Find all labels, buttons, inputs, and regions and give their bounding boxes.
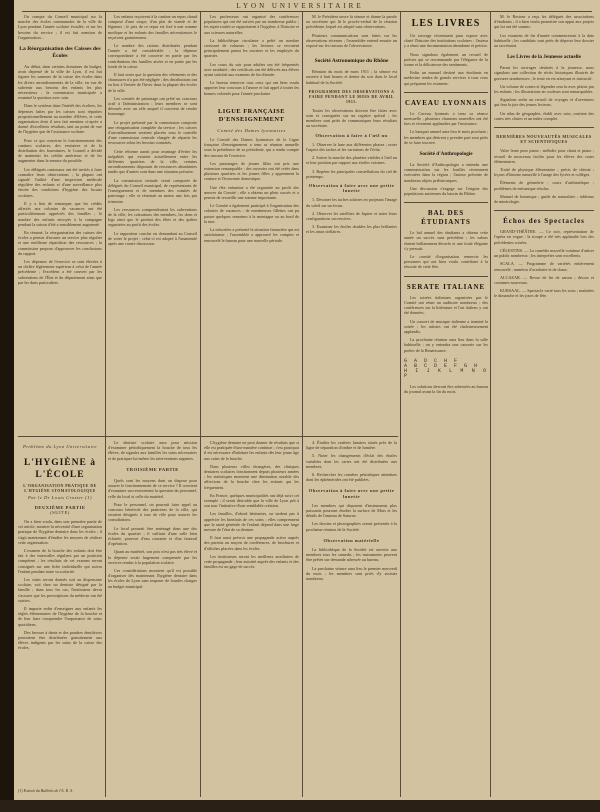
- column-rule: [200, 12, 201, 797]
- column-4-top: M. le Président ouvre la séance et donne la parole au secrétaire qui lit le procès-verbal de la réunion précédente, lequel est adopté sans observations. Plusieurs communications sont faites sur les observations récentes ; l'assemblée entend ensuite un exposé sur les travaux de l'observatoire. Société Astronomique du Rhône Réunion du mois de mars 1911 ; la séance est ouverte à huit heures et demie du soir dans le local habituel de la Société. PROGRAMME DES OBSERVATIONS A FAIRE PENDANT LE MOIS DE AVRIL 1911. Toutes les observations doivent être faites avec soin et consignées sur un registre spécial ; les membres sont priés de communiquer leurs résultats au secrétaire. Observation à faire à l'œil nu 1. Observer la lune aux différentes phases ; noter l'aspect des taches et les variations de l'éclat. 2. Suivre la marche des planètes visibles à l'œil nu et leur position par rapport aux étoiles voisines. 3. Repérer les principales constellations du ciel de printemps. Observation à faire avec une petite lunette 1. Dessiner les taches solaires en projetant l'image du soleil sur un écran. 2. Observer les satellites de Jupiter et noter leurs configurations successives. 3. Examiner les étoiles doubles les plus brillantes et les amas stellaires.: [306, 14, 397, 235]
- page-binding-edge: [0, 0, 14, 812]
- article-part: DEUXIÈME PARTIE: [34, 504, 86, 510]
- column-rule: [490, 12, 491, 797]
- column-rule: [302, 12, 303, 797]
- section-divider: [18, 436, 398, 437]
- article-kicker: Problème du Lyon Universitaire: [22, 444, 98, 449]
- section-title: DERNIÈRES NOUVEAUTÉS MUSICALES ET SCIENTIFIQUES: [496, 134, 592, 145]
- section-title: LES LIVRES: [411, 18, 481, 29]
- column-5: LES LIVRES Un ouvrage récemment paru expose avec clarté l'histoire des institutions scolaires ; l'auteur y a réuni une documentation abondante et précise. Nous signalons également un recueil de poésies qui se recommande par l'élégance de la forme et la délicatesse des sentiments. Enfin un manuel destiné aux étudiants en médecine rendra de grands services à tous ceux qui préparent les examens. CAVEAU LYONNAIS Le Caveau lyonnais a tenu sa séance mensuelle ; plusieurs chansons nouvelles ont été lues et vivement applaudies par l'assistance. Le banquet annuel aura lieu le mois prochain ; les membres qui désirent y prendre part sont priés de se faire inscrire. Société d'Anthropologie La Société d'Anthropologie a entendu une communication sur les fouilles récemment exécutées dans la région ; l'auteur présente de nombreux objets préhistoriques. Une discussion s'engage sur l'origine des populations anciennes du bassin du Rhône. BAL DES ÉTUDIANTS Le bal annuel des étudiants a obtenu cette année un succès sans précédent ; les salons étaient brillamment décorés et une foule élégante s'y pressait. Le comité d'organisation remercie les personnes qui ont bien voulu contribuer à la réussite de cette fête. SERATE ITALIANE Les soirées italiennes organisées par le Comité ont réuni un auditoire nombreux ; des conférences sur la littérature et l'art italiens y ont été données. Un concert de musique italienne a terminé la soirée ; les artistes ont été chaleureusement applaudis. La prochaine réunion aura lieu dans la salle habituelle ; on y entendra une causerie sur les poètes de la Renaissance. G A D C H F A B C D E F G H H I J K L M N O P Les solutions devront être adressées au bureau du journal avant la fin du mois.: [404, 18, 488, 394]
- running-head: LYON UNIVERSITAIRE: [236, 2, 364, 10]
- column-6: M. le Recteur a reçu les délégués des associations d'étudiants ; il a bien voulu promettre son appui aux projets qui lui ont été soumis. Les examens de fin d'année commenceront à la date habituelle ; les candidats sont priés de déposer leur dossier au secrétariat. Les Livres de la Jeunesse actuelle Parmi les ouvrages destinés à la jeunesse, nous signalons une collection de récits historiques illustrés de gravures nombreuses ; le texte en est attrayant et instructif. Un volume de contes et légendes sera lu avec plaisir par les enfants ; les illustrations en couleurs sont remarquables. Signalons enfin un recueil de voyages et d'aventures qui fera la joie des jeunes lecteurs. Un atlas de géographie, établi avec soin, contient des cartes très claires et un index complet. DERNIÈRES NOUVEAUTÉS MUSICALES ET SCIENTIFIQUES Valse lente pour piano ; mélodie pour chant et piano ; recueil de morceaux faciles pour les élèves des cours élémentaires. Traité de physique élémentaire ; précis de chimie ; leçons d'histoire naturelle à l'usage des lycées et collèges. Éléments de géométrie ; cours d'arithmétique ; problèmes de mécanique résolus. Manuel de botanique ; guide du naturaliste ; tableaux de minéralogie. Échos des Spectacles GRAND-THÉÂTRE. — Ce soir, représentation de l'opéra en vogue ; la troupe a été très applaudie lors des précédentes soirées. CÉLESTINS. — La comédie nouvelle continue d'attirer un public nombreux ; les interprètes sont excellents. SCALA. — Programme de variétés entièrement renouvelé ; numéros d'acrobatie et de chant. ALCAZAR. — Revue de fin de saison ; décors et costumes nouveaux. KURSAAL. — Spectacle varié tous les soirs ; matinées le dimanche et les jours de fête.: [494, 14, 594, 299]
- program-heading: PROGRAMME DES OBSERVATIONS A FAIRE PENDANT LE MOIS DE AVRIL 1911.: [308, 88, 395, 104]
- article-suite: (SUITE): [50, 509, 70, 515]
- section-divider: [404, 202, 488, 203]
- column-3-top: Les professeurs ont organisé des conférences populaires qui ont été suivies par un nombreux public ; les sujets traités se rapportaient à l'hygiène, à l'histoire et aux sciences naturelles. La bibliothèque circulante a prêté un nombre croissant de volumes ; les lecteurs se recrutent principalement parmi les ouvriers et les employés du quartier. Les cours du soir pour adultes ont été fréquentés avec assiduité ; des certificats ont été délivrés aux élèves ayant satisfait aux examens de fin d'année. Le bureau remercie tous ceux qui ont bien voulu apporter leur concours à l'œuvre et fait appel à toutes les bonnes volontés pour l'année prochaine. LIGUE FRANÇAISE D'ENSEIGNEMENT Comité des Dames lyonnaises Le Comité des Dames lyonnaises de la Ligue française d'enseignement a tenu sa réunion annuelle sous la présidence de sa présidente, qui a rendu compte des travaux de l'exercice. Les patronages de jeunes filles ont pris une extension remarquable ; des ouvroirs ont été créés dans plusieurs quartiers et les jeunes filles y apprennent la couture et l'économie domestique. Une fête enfantine a été organisée au profit des œuvres du Comité ; elle a obtenu un plein succès et a permis de recueillir une somme importante. Le Comité a également participé à l'organisation des colonies de vacances ; de nombreuses fillettes ont pu passer quelques semaines à la montagne ou au bord de la mer. La trésorière a présenté la situation financière qui est satisfaisante ; l'assemblée a approuvé les comptes et renouvelé le bureau pour une nouvelle période.: [204, 14, 299, 243]
- section-title: Société d'Anthropologie: [419, 151, 473, 158]
- article-heading: Société Astronomique du Rhône: [314, 58, 389, 65]
- article-subheading: Comité des Dames lyonnaises: [217, 127, 286, 133]
- section-title: CAVEAU LYONNAIS: [404, 98, 488, 107]
- article-title: L'HYGIÈNE à L'ÉCOLE: [24, 458, 96, 481]
- footnote: (1) Extrait du Bulletin de l'A. R. S.: [18, 787, 74, 793]
- article-heading: LIGUE FRANÇAISE D'ENSEIGNEMENT: [218, 107, 285, 123]
- column-4-bottom: 4. Étudier les cratères lunaires situés près de la ligne de séparation d'ombre et de lumière. 5. Noter les changements d'éclat des étoiles variables dont les cartes ont été distribuées aux membres. 6. Rechercher les comètes périodiques attendues dont les éphémérides ont été publiées. Observation à faire avec une petite lunette Les membres qui disposent d'instruments plus puissants pourront étudier la surface de Mars et les détails de l'anneau de Saturne. Les dessins et photographies seront présentés à la prochaine réunion de la Société. Observation matérielle La bibliothèque de la Société est ouverte aux membres tous les samedis ; les instruments peuvent être prêtés sur demande adressée au bureau. La prochaine séance aura lieu le premier mercredi du mois ; les membres sont priés d'y assister nombreux.: [306, 440, 397, 582]
- section-title: SERATE ITALIANE: [406, 282, 486, 291]
- top-rule: [22, 11, 592, 12]
- section-heading: TROISIÈME PARTIE: [126, 466, 179, 472]
- column-3-bottom: L'hygiène dentaire ne peut donner de résultats que si elle est pratiquée d'une manière continue ; c'est pourquoi il est nécessaire d'habituer les enfants dès leur jeune âge aux soins de la bouche. Dans plusieurs villes étrangères, des cliniques dentaires scolaires fonctionnent depuis plusieurs années ; les statistiques montrent une diminution notable des affections de la bouche chez les enfants qui les fréquentent. En France, quelques municipalités ont déjà suivi cet exemple ; il serait désirable que la ville de Lyon prît à son tour l'initiative d'une semblable création. Les familles, d'abord hésitantes, ne tardent pas à apprécier les bienfaits de ces soins ; elles comprennent que la santé générale de l'enfant dépend dans une large mesure de l'état de sa denture. Il faut aussi prévoir une propagande active auprès des parents au moyen de conférences, de brochures et d'affiches placées dans les écoles. Les instituteurs seront les meilleurs auxiliaires de cette propagande ; leur autorité auprès des enfants et des familles est un gage de succès.: [204, 440, 299, 570]
- section-title: BAL DES ÉTUDIANTS: [421, 209, 471, 227]
- article-heading: La Réorganisation des Caisses des Écoles: [19, 46, 101, 60]
- section-divider: [404, 92, 488, 93]
- section-title: Les Livres de la Jeunesse actuelle: [507, 54, 581, 61]
- article-byline: Par le Dr Louis Crozier (1): [28, 495, 92, 501]
- section-title: Échos des Spectacles: [503, 217, 585, 226]
- puzzle-line: A B C D E F G H: [404, 362, 480, 369]
- page-bottom-edge: [0, 800, 600, 812]
- puzzle-line: H I J K L M N O P: [404, 368, 488, 380]
- column-rule: [400, 12, 401, 797]
- column-2-bottom: Le dentiste scolaire aura pour mission d'examiner périodiquement la bouche de tous les élèves, de signaler aux familles les soins nécessaires et de pratiquer lui-même les interventions urgentes. TROISIÈME PARTIE Quels sont les moyens dont on dispose pour assurer le fonctionnement de ce service ? Il convient d'examiner successivement la question du personnel, celle du local et celle du matériel. Pour le personnel, on pourrait faire appel au concours bénévole des praticiens de la ville, qui seraient désignés à tour de rôle pour assurer les consultations. Le local pourrait être aménagé dans une des écoles du quartier ; il suffirait d'une salle bien éclairée, pourvue d'eau courante et d'un fauteuil d'opération. Quant au matériel, son prix n'est pas très élevé et la dépense serait largement compensée par les services rendus à la population scolaire. Ces considérations montrent qu'il est possible d'organiser dès maintenant l'hygiène dentaire dans les écoles de Lyon sans imposer de lourdes charges au budget municipal.: [108, 440, 197, 589]
- observation-heading: Observation à faire à l'œil nu: [315, 132, 388, 138]
- column-1-bottom: Problème du Lyon Universitaire L'HYGIÈNE à L'ÉCOLE L'ORGANISATION PRATIQUE DE L'HYGIÈNE STOMATOLOGIQUE Par le Dr Louis Crozier (1) DEUXIÈME PARTIE (SUITE) On a bien voulu, dans une première partie de cet article, montrer la nécessité d'une organisation pratique de l'hygiène dentaire dans les écoles ; il s'agit maintenant d'étudier les moyens de réaliser cette organisation. L'examen de la bouche des enfants doit être fait à des intervalles réguliers par un praticien compétent ; les résultats de cet examen seront consignés sur une fiche individuelle qui suivra l'enfant pendant toute sa scolarité. Les soins seront donnés soit au dispensaire scolaire, soit chez un dentiste désigné par la famille ; dans tous les cas, l'instituteur devra s'assurer que les prescriptions du médecin ont été suivies. Il importe enfin d'enseigner aux enfants les règles élémentaires de l'hygiène de la bouche et de leur faire comprendre l'importance de soins quotidiens. Des brosses à dents et des poudres dentifrices pourraient être distribuées gratuitement aux élèves indigents par les soins de la caisse des écoles. (1) Extrait du Bulletin de l'A. R. S.: [18, 444, 102, 793]
- article-subtitle: L'ORGANISATION PRATIQUE DE L'HYGIÈNE STOMATOLOGIQUE: [23, 484, 97, 493]
- section-divider: [404, 276, 488, 277]
- section-divider: [494, 210, 594, 211]
- column-rule: [105, 12, 106, 797]
- column-2-top: Les enfants reçoivent à la cantine un repas chaud composé d'une soupe, d'un plat de viande et de légumes ; le prix de ce repas est fixé à une somme modique et les enfants des familles nécessiteuses le reçoivent gratuitement. Le nombre des rations distribuées pendant l'année a été considérable ; la dépense correspondante a été couverte en partie par les contributions des familles aisées et en partie par les fonds de la caisse. Il faut noter que la question des vêtements et des chaussures n'a pas été négligée ; des distributions ont eu lieu à l'entrée de l'hiver dans la plupart des écoles de la ville. Les comités de patronage ont prêté un concours actif à l'administration ; leurs membres se sont dévoués avec un zèle auquel il convient de rendre hommage. Le projet présenté par la commission comporte une réorganisation complète du service ; les caisses d'arrondissement seraient placées sous le contrôle d'une commission centrale chargée de répartir les ressources selon les besoins constatés. Cette réforme aurait pour avantage d'éviter les inégalités qui existent actuellement entre les différents quartiers de la ville, certains arrondissements disposant de ressources abondantes tandis que d'autres sont dans une situation précaire. La commission centrale serait composée de délégués du Conseil municipal, de représentants de l'enseignement et de membres des comités de patronage ; elle se réunirait au moins une fois par trimestre. Les ressources comprendraient les subventions de la ville, les cotisations des membres, les dons et legs ainsi que le produit des fêtes et des quêtes organisées au profit des écoles. Le rapporteur conclut en demandant au Conseil de voter le projet ; celui-ci est adopté à l'unanimité après une courte discussion.: [108, 14, 197, 246]
- observation-heading: Observation matérielle: [323, 537, 380, 543]
- observation-heading: Observation à faire avec une petite lunette: [308, 488, 395, 499]
- observation-heading: Observation à faire avec une petite lunette: [308, 183, 395, 194]
- column-1-top: Un compte du Conseil municipal sur la marche des écoles communales de la ville de Lyon pendant l'année scolaire écoulée, et sur les besoins du service ; il est fait mention de l'organisation... La Réorganisation des Caisses des Écoles Au début, dans certains domaines du budget, avait dépensé de la ville de Lyon, il est fait figurer les sommes de la caisse des écoles dans les divers arrondissements de la ville, en vue de subvenir aux besoins des enfants les plus nécessiteux ; la commission municipale a examiné la question avec soin. Dans le système dans l'intérêt des écoliers, les dépenses faites par les caisses sont réparties proportionnellement au nombre d'élèves, et cette organisation dont il sera fait mention ci-après a donné d'excellents résultats, tant au point de vue de l'hygiène que de l'assistance scolaire. Pour ce qui concerne le fonctionnement des cantines scolaires, des vestiaires et de la distribution des fournitures, le Conseil a décidé de maintenir les crédits antérieurs et de les augmenter dans la mesure du possible. Les délégués cantonaux ont été invités à faire connaître leurs observations ; la plupart ont signalé l'utilité d'une inspection médicale régulière des enfants et d'une surveillance plus étroite des conditions d'hygiène des locaux scolaires. Il y a lieu de remarquer que les crédits affectés aux colonies de vacances ont été particulièrement appréciés des familles ; le nombre des enfants envoyés à la campagne pendant la saison d'été a sensiblement augmenté. En résumé, la réorganisation des caisses des écoles a permis d'assurer un service plus régulier et une meilleure répartition des ressources ; la commission propose d'approuver les conclusions du rapport. Les dépenses de l'exercice se sont élevées à un chiffre légèrement supérieur à celui de l'année précédente ; l'excédent a été couvert par les subventions de l'État et du département ainsi que par les dons particuliers.: [18, 14, 102, 285]
- section-divider: [494, 127, 594, 128]
- puzzle-line: G A D C H F: [404, 357, 460, 364]
